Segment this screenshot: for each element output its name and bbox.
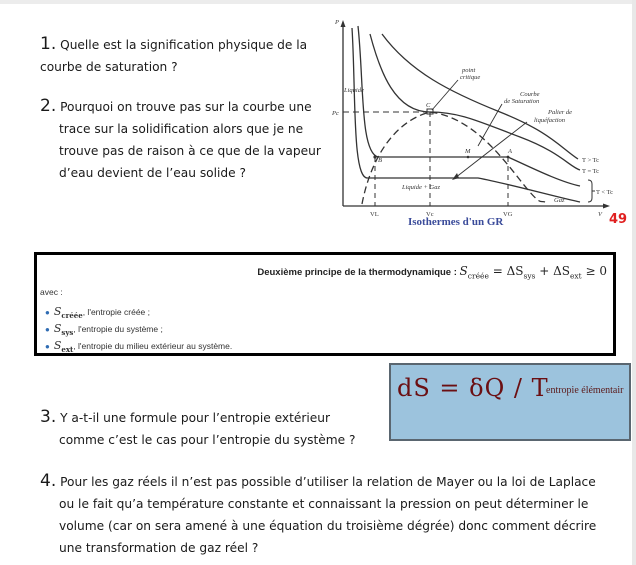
point-b xyxy=(373,155,376,158)
eq-s: S xyxy=(459,264,468,278)
symbol-sub: sys xyxy=(61,328,74,338)
list-item xyxy=(45,337,232,354)
palier-label-2: liquéfaction xyxy=(534,117,566,124)
palier-arrow xyxy=(452,173,459,180)
question-text-line: Y a-t-il une formule pour l’entropie extérieur xyxy=(60,411,330,425)
list-item xyxy=(45,320,232,337)
question-2 xyxy=(40,95,321,184)
liquide-gaz-label: Liquide + Gaz xyxy=(402,184,440,191)
figure-caption: Isothermes d'un GR xyxy=(408,216,504,228)
critique-leader xyxy=(432,80,458,110)
symbol-sub: créée xyxy=(61,311,83,321)
vc-label: Vc xyxy=(426,211,434,218)
question-number: 2. xyxy=(40,96,57,116)
entropy-symbol xyxy=(53,305,83,321)
palier-label-1: Palier de xyxy=(548,109,573,116)
eq-s-sub: créée xyxy=(467,271,489,281)
point-a-label: A xyxy=(508,148,512,155)
saturation-curve xyxy=(362,112,545,204)
question-4 xyxy=(40,470,596,559)
point-critique-label-1: point xyxy=(462,67,476,74)
p-axis-arrow xyxy=(341,20,346,27)
t-greater-label: T > Tc xyxy=(582,157,600,164)
gaz-label: Gaz xyxy=(554,197,565,204)
question-text-line: d’eau devient de l’eau solide ? xyxy=(59,166,246,180)
elementary-entropy-formula: dS = δQ / T xyxy=(397,374,549,402)
point-c-label: C xyxy=(426,102,431,109)
point-m xyxy=(467,156,470,159)
question-text-line: trace sur la solidification alors que je ne xyxy=(59,122,304,136)
principle-title-text: Deuxième principe de la thermodynamique : xyxy=(257,267,457,278)
elementary-entropy-label: entropie élémentair xyxy=(546,385,624,396)
definition-text: , l'entropie créée ; xyxy=(82,307,151,317)
question-text-line: volume (car on sera amené à une équation du troisième dégrée) donc comment décrire xyxy=(59,519,597,533)
point-a xyxy=(507,156,510,159)
isotherm-t-greater-tc xyxy=(382,34,578,159)
definition-text: , l'entropie du système ; xyxy=(73,324,163,334)
question-text-line: une transformation de gaz réel ? xyxy=(59,541,259,555)
question-number: 4. xyxy=(40,471,57,491)
isotherm-t-less-tc-1 xyxy=(358,26,580,186)
bullet-icon: ● xyxy=(45,308,50,317)
question-text-line: ou le fait qu’a température constante et connaissant la pression on peut déterminer le xyxy=(59,497,589,511)
eq-delta-ext: + ΔS xyxy=(535,264,570,278)
isotherm-t-less-tc-2 xyxy=(352,28,580,202)
question-text-line: courbe de saturation ? xyxy=(40,60,178,74)
page-number: 49 xyxy=(609,212,628,227)
saturation-leader xyxy=(478,104,502,146)
bullet-icon: ● xyxy=(45,342,50,351)
question-number: 3. xyxy=(40,407,57,427)
right-scroll-edge xyxy=(632,0,636,565)
eq-delta-sys: = ΔS xyxy=(488,264,524,278)
courbe-saturation-label-1: Courbe xyxy=(520,91,540,98)
avec-label: avec : xyxy=(40,287,63,297)
question-text-line: trouve pas de raison à ce que de la vapeur xyxy=(59,144,321,158)
question-text-line: Pourquoi on trouve pas sur la courbe une xyxy=(60,100,312,114)
eq-ext-sub: ext xyxy=(569,271,582,281)
axis-v-label: V xyxy=(598,211,602,218)
question-number: 1. xyxy=(40,34,57,54)
entropy-symbol xyxy=(53,322,74,338)
second-principle-box xyxy=(34,252,616,356)
v-axis-arrow xyxy=(603,204,610,209)
pc-label: Pc xyxy=(332,110,339,117)
eq-sys-sub: sys xyxy=(523,271,536,281)
question-text-line: Quelle est la signification physique de la xyxy=(60,38,308,52)
symbol-sub: ext xyxy=(61,345,74,355)
t-less-bracket xyxy=(588,180,592,202)
symbol-s: S xyxy=(53,322,62,335)
definition-text: , l'entropie du milieu extérieur au système. xyxy=(73,341,233,351)
t-equal-label: T = Tc xyxy=(582,168,600,175)
elementary-entropy-box xyxy=(389,363,631,441)
isotherm-figure xyxy=(330,12,630,232)
bullet-icon: ● xyxy=(45,325,50,334)
axis-p-label: P xyxy=(335,19,339,26)
liquide-label: Liquide xyxy=(344,87,364,94)
courbe-saturation-label-2: de Saturation xyxy=(504,98,540,105)
t-less-label: T < Tc xyxy=(596,189,614,196)
eq-ge-zero: ≥ 0 xyxy=(581,264,607,278)
question-text-line: comme c’est le cas pour l’entropie du système ? xyxy=(59,433,356,447)
symbol-s: S xyxy=(53,305,62,318)
entropy-symbol xyxy=(53,339,74,355)
list-item xyxy=(45,303,232,320)
top-border xyxy=(0,0,636,4)
entropy-definitions-list xyxy=(45,303,232,354)
principle-title xyxy=(257,264,607,280)
point-b-label: B xyxy=(378,157,382,164)
question-1 xyxy=(40,33,307,78)
symbol-s: S xyxy=(53,339,62,352)
question-text-line: Pour les gaz réels il n’est pas possible d’utiliser la relation de Mayer ou la loi de Laplace xyxy=(60,475,596,489)
point-m-label: M xyxy=(465,148,471,155)
isotherm-diagram xyxy=(330,12,630,232)
vg-label: VG xyxy=(503,211,513,218)
question-3 xyxy=(40,406,356,451)
point-critique-label-2: critique xyxy=(460,74,481,81)
vl-label: VL xyxy=(370,211,379,218)
principle-equation xyxy=(459,264,607,281)
